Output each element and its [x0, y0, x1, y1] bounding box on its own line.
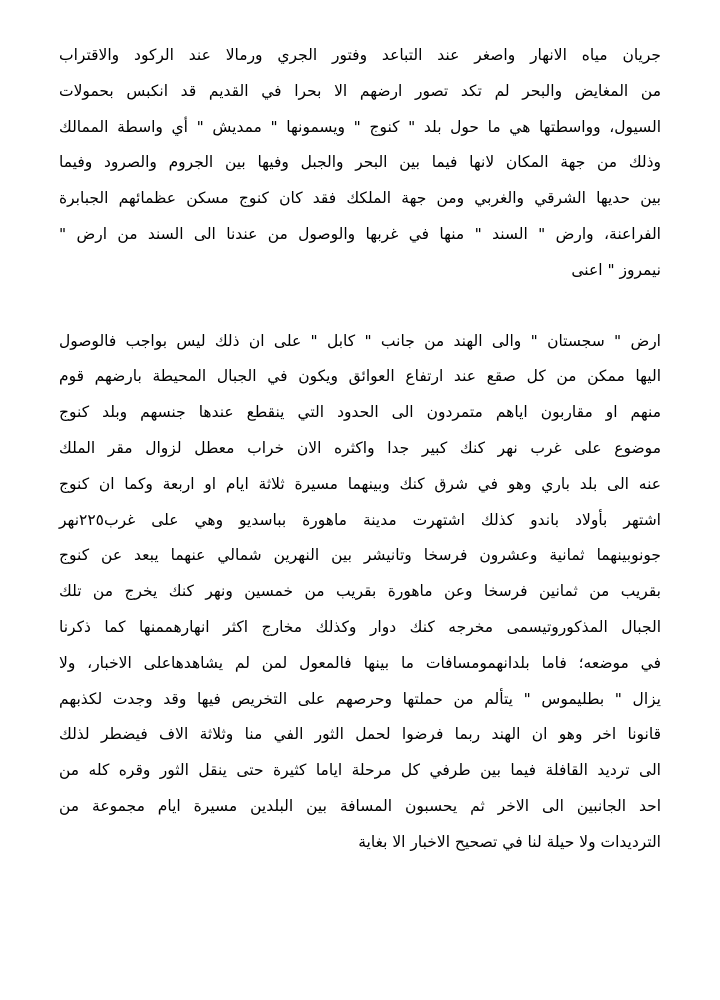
- text-line: يزال " بطليموس " يتألم من حملتها وحرصهم على التخريص فيها وقد وجدت لكذبهم: [59, 689, 661, 708]
- text-line: احد الجانبين الى الاخر ثم يحسبون المسافة بين البلدين مسيرة ايام مجموعة من: [59, 796, 661, 815]
- document-page: [59, 38, 661, 861]
- text-line: اليها ممكن من كل صقع عند ارتفاع العوائق ويكون في الجبال المحيطة بارضهم قوم: [59, 367, 661, 386]
- text-line: ارض " سجستان " والى الهند من جانب " كابل " على ان ذلك ليس بواجب فالوصول: [59, 331, 661, 350]
- paragraph-1: [59, 38, 661, 289]
- text-line: عنه الى بلد باري وهو في شرق كنك وبينهما مسيرة ثلاثة ايام او اربعة وكما ان كنوج: [59, 474, 661, 493]
- text-line: منهم او مقاربون اياهم متمردون الى الحدود التي ينقطع عندها جنسهم وبلد كنوج: [59, 403, 661, 422]
- text-line: الترديدات ولا حيلة لنا في تصحيح الاخبار الا بغاية: [358, 832, 661, 851]
- text-line: الجبال المذكوروتيسمى مخرجه كنك دوار وكذلك مخارج اكثر انهارهممنها كما ذكرنا: [59, 617, 661, 636]
- text-line: الى ترديد القافلة فيما بين طرفي كل مرحلة اياما كثيرة حتى ينقل الثور وقره كله من: [59, 761, 661, 780]
- paragraph-2: [59, 324, 661, 861]
- text-line: جونوبينهما ثمانية وعشرون فرسخا وتانيشر بين النهرين شمالي عنهما يبعد عن كنوج: [59, 546, 661, 565]
- text-line: السيول، وواسطتها هي ما حول بلد " كنوج " ويسمونها " ممديش " أي واسطة الممالك: [59, 117, 661, 136]
- text-line: بقريب من ثمانين فرسخا وعن ماهورة بقريب من خمسين ونهر كنك يخرج من تلك: [59, 582, 661, 601]
- text-line: الفراعنة، وارض " السند " منها في غربها والوصول من عندنا الى السند من ارض ": [59, 224, 661, 243]
- text-line: بين حديها الشرقي والغربي ومن جهة الملكك فقد كان كنوج مسكن عظمائهم الجبابرة: [59, 189, 661, 208]
- text-line: نيمروز " اعنى: [571, 260, 661, 279]
- text-line: في موضعه؛ فاما بلدانهمومسافات ما بينها فالمعول لمن لم يشاهدهاعلى الاخبار، ولا: [59, 653, 661, 672]
- text-line: اشتهر بأولاد باندو كذلك اشتهرت مدينة ماهورة بباسديو وهي على غرب٢٢٥نهر: [59, 510, 661, 529]
- text-line: موضوع على غرب نهر كنك كبير جدا واكثره الان خراب معطل لزوال مقر الملك: [59, 438, 661, 457]
- text-line: وذلك من جهة المكان لانها فيما بين البحر والجبل وفيها بين الجروم والصرود وفيما: [59, 153, 661, 172]
- text-line: جريان مياه الانهار واصغر عند التباعد وفتور الجري ورمالا عند الركود والاقتراب: [59, 46, 661, 64]
- text-line: من المغايض والبحر لم تكد تصور ارضهم الا بحرا في القديم قد انكبس بحمولات: [59, 81, 661, 100]
- text-line: قانونا اخر وهو ان الهند ربما فرضوا لحمل الثور الفي منا وثلاثة الاف فيضطر لذلك: [59, 725, 661, 744]
